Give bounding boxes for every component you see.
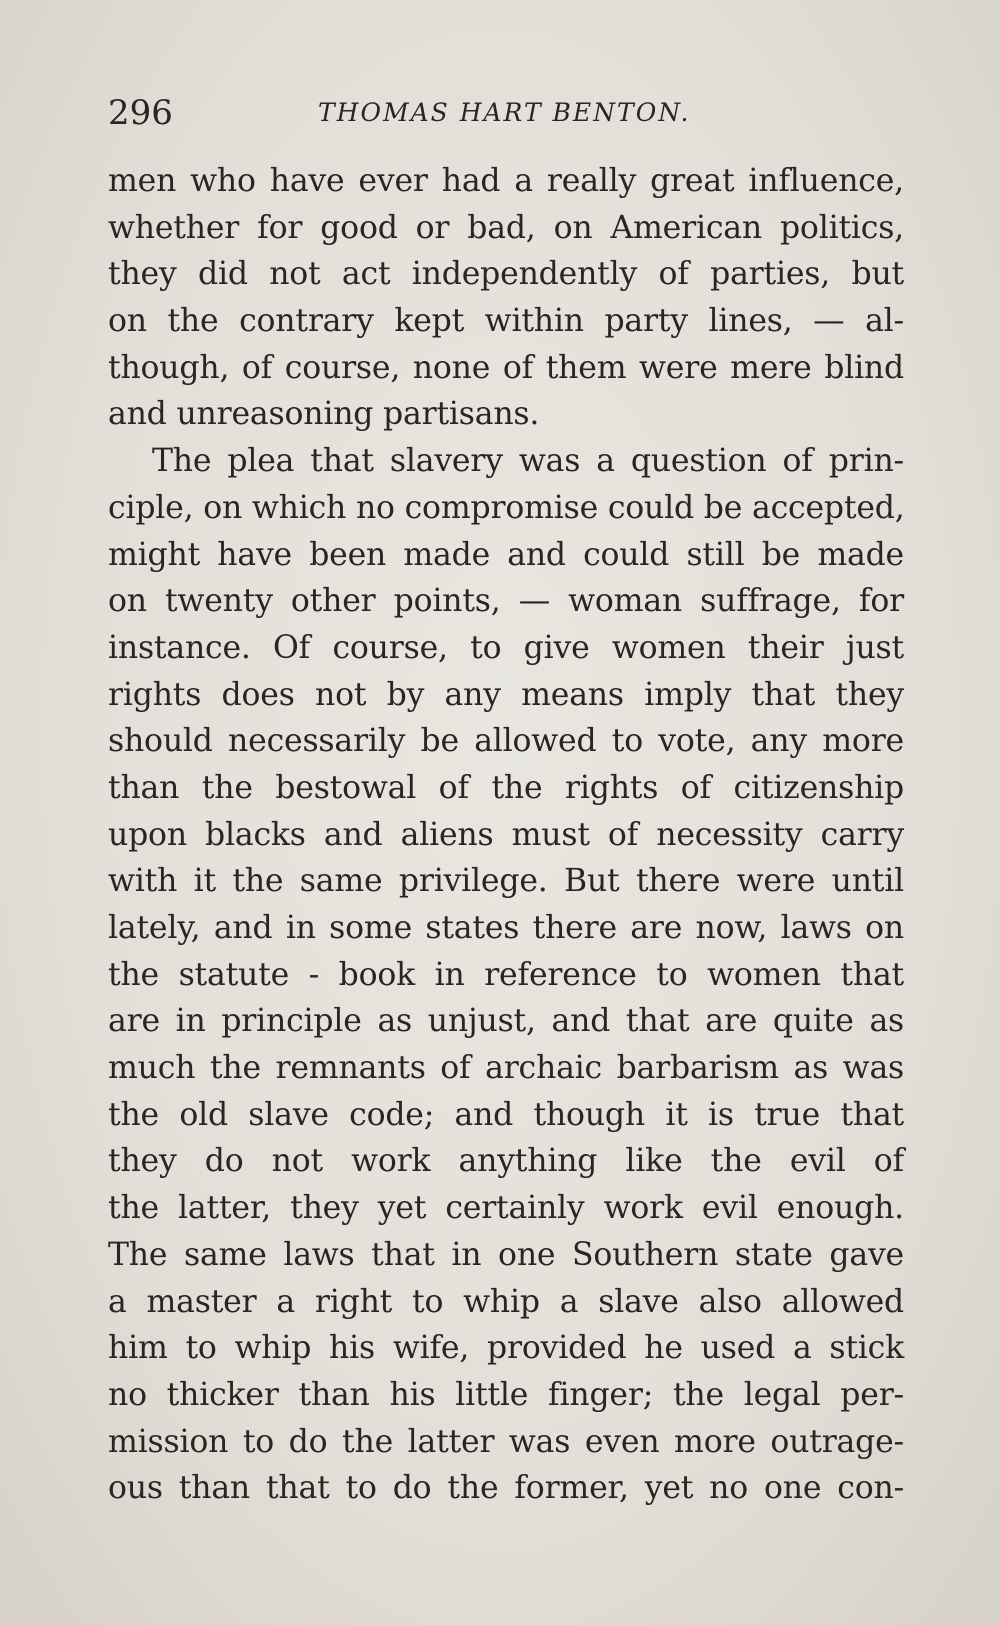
text-line: the statute - book in reference to women that — [108, 956, 904, 993]
text-line: mission to do the latter was even more outrage- — [108, 1423, 904, 1460]
text-line: instance. Of course, to give women their just — [108, 629, 904, 666]
text-line: men who have ever had a really great influence, — [108, 163, 904, 199]
text-line: than the bestowal of the rights of citizenship — [108, 769, 904, 806]
text-line: whether for good or bad, on American politics, — [108, 209, 904, 246]
text-line: lately, and in some states there are now, laws on — [108, 910, 904, 946]
text-line: on twenty other points, — woman suffrage, for — [108, 583, 904, 620]
text-line: on the contrary kept within party lines, — al- — [108, 303, 904, 340]
text-line: the old slave code; and though it is true that — [108, 1096, 904, 1133]
text-line: much the remnants of archaic barbarism as was — [108, 1050, 904, 1087]
text-line: should necessarily be allowed to vote, any more — [108, 723, 904, 760]
text-line: ous than that to do the former, yet no one con- — [108, 1470, 904, 1507]
text-line: The plea that slavery was a question of prin- — [152, 443, 904, 480]
text-line: with it the same privilege. But there were until — [108, 863, 904, 900]
text-line: are in principle as unjust, and that are quite as — [108, 1003, 904, 1040]
text-line: though, of course, none of them were mere blind — [108, 349, 904, 386]
text-line: upon blacks and aliens must of necessity carry — [108, 816, 904, 853]
text-line: they do not work anything like the evil of — [108, 1143, 904, 1180]
running-title: THOMAS HART BENTON. — [318, 98, 691, 127]
text-line: The same laws that in one Southern state gave — [108, 1236, 904, 1273]
text-line: him to whip his wife, provided he used a stick — [108, 1330, 904, 1367]
text-line: might have been made and could still be made — [108, 536, 904, 573]
text-line: a master a right to whip a slave also allowed — [108, 1283, 904, 1320]
text-line: no thicker than his little finger; the legal per- — [108, 1376, 904, 1413]
text-line: rights does not by any means imply that they — [108, 676, 904, 713]
text-line: they did not act independently of parties, but — [108, 256, 904, 293]
page-number: 296 — [108, 93, 173, 133]
text-line: ciple, on which no compromise could be accepted, — [108, 489, 905, 526]
text-line: the latter, they yet certainly work evil enough. — [108, 1190, 904, 1227]
text-line: and unreasoning partisans. — [108, 396, 540, 433]
running-head — [108, 88, 908, 138]
body-text — [108, 158, 904, 1512]
